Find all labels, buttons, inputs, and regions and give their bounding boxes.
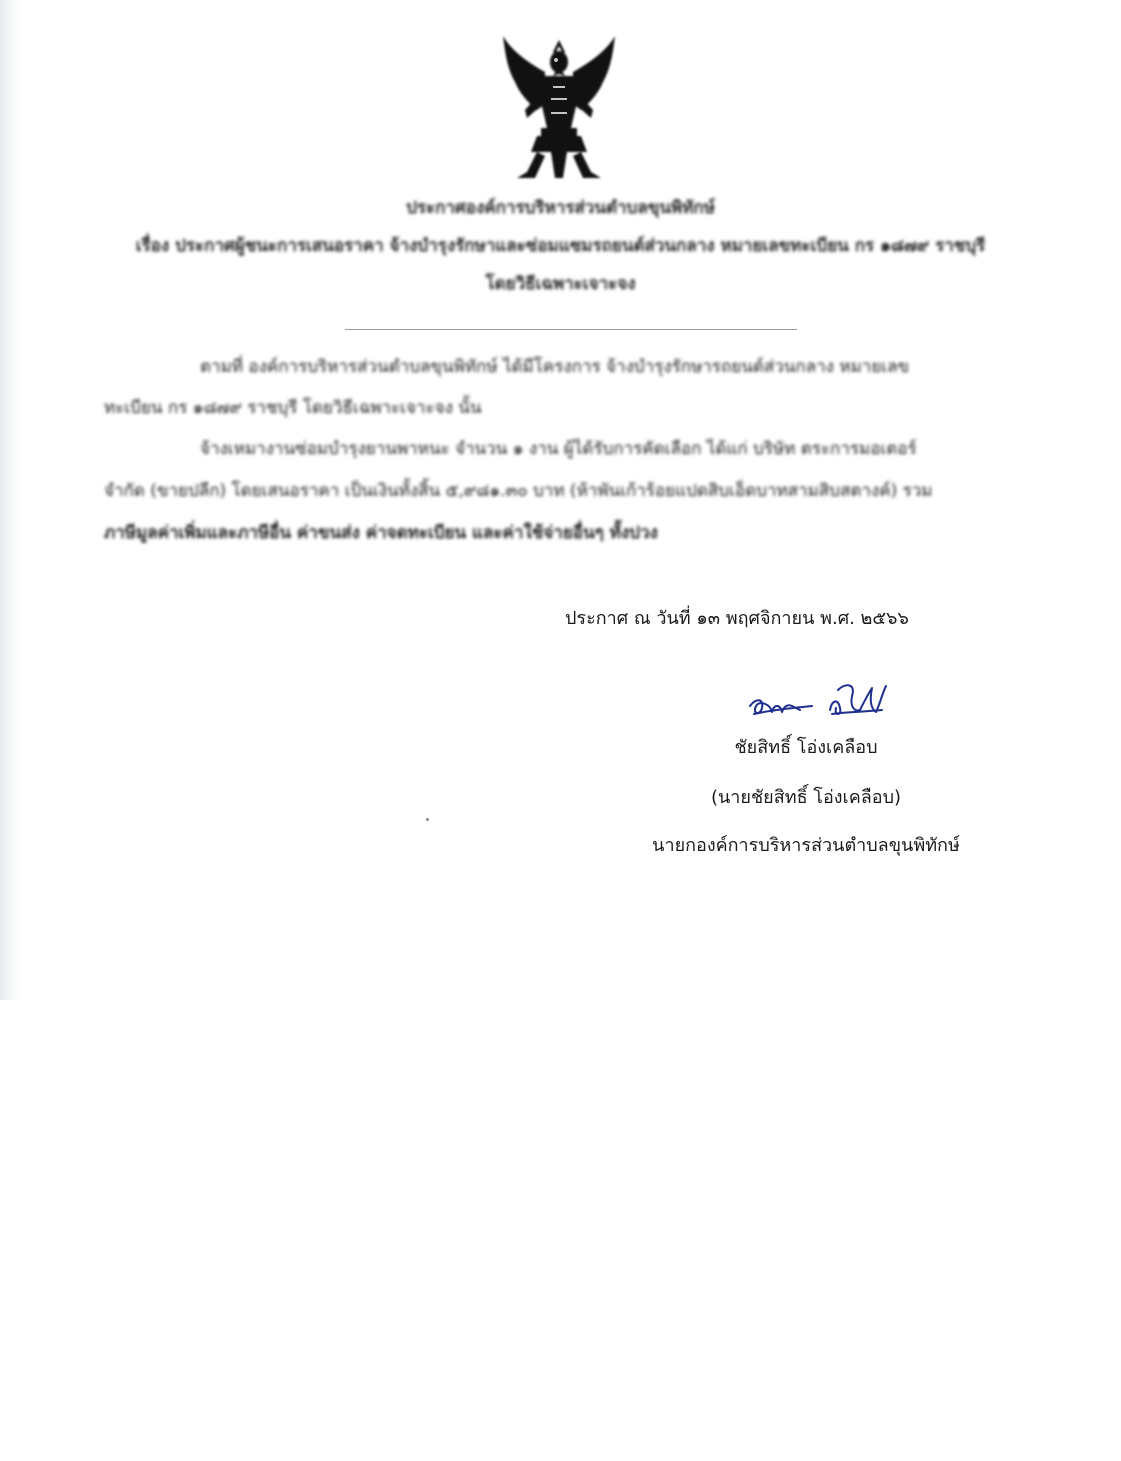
handwritten-signature [742,676,892,726]
announcement-subject: เรื่อง ประกาศผู้ชนะการเสนอราคา จ้างบำรุงรักษาและซ่อมแซมรถยนต์ส่วนกลาง หมายเลขทะเบียน กร ๑๘๗๙ ราชบุรี [135,236,986,256]
paragraph-1-line-2: ทะเบียน กร ๑๘๗๙ ราชบุรี โดยวิธีเฉพาะเจาะจง นั้น [104,398,482,418]
header-divider [345,329,797,330]
signatory-full-name: (นายชัยสิทธิ์ โอ่งเคลือบ) [710,787,902,808]
signatory-position: นายกองค์การบริหารส่วนตำบลขุนพิทักษ์ [652,835,960,856]
paragraph-2-line-3: ภาษีมูลค่าเพิ่มและภาษีอื่น ค่าขนส่ง ค่าจดทะเบียน และค่าใช้จ่ายอื่นๆ ทั้งปวง [104,523,658,543]
paragraph-2-line-2: จำกัด (ขายปลีก) โดยเสนอราคา เป็นเงินทั้งสิ้น ๕,๙๘๑.๓๐ บาท (ห้าพันเก้าร้อยแปดสิบเอ็ดบาทสามสิบสตางค์) รวม [104,481,933,501]
page-edge-shadow [0,0,20,1000]
signatory-signed-name: ชัยสิทธิ์ โอ่งเคลือบ [734,737,878,758]
paragraph-1-line-1: ตามที่ องค์การบริหารส่วนตำบลขุนพิทักษ์ ได้มีโครงการ จ้างบำรุงรักษารถยนต์ส่วนกลาง หมายเลข [200,357,910,377]
procurement-method: โดยวิธีเฉพาะเจาะจง [485,274,636,294]
paper-speck [426,818,429,821]
announcement-title: ประกาศองค์การบริหารส่วนตำบลขุนพิทักษ์ [406,198,715,218]
garuda-emblem-icon [497,32,621,182]
announcement-date: ประกาศ ณ วันที่ ๑๓ พฤศจิกายน พ.ศ. ๒๕๖๖ [565,608,909,629]
paragraph-2-line-1: จ้างเหมางานซ่อมบำรุงยานพาหนะ จำนวน ๑ งาน ผู้ได้รับการคัดเลือก ได้แก่ บริษัท ตระการมอเตอร์ [200,439,917,459]
